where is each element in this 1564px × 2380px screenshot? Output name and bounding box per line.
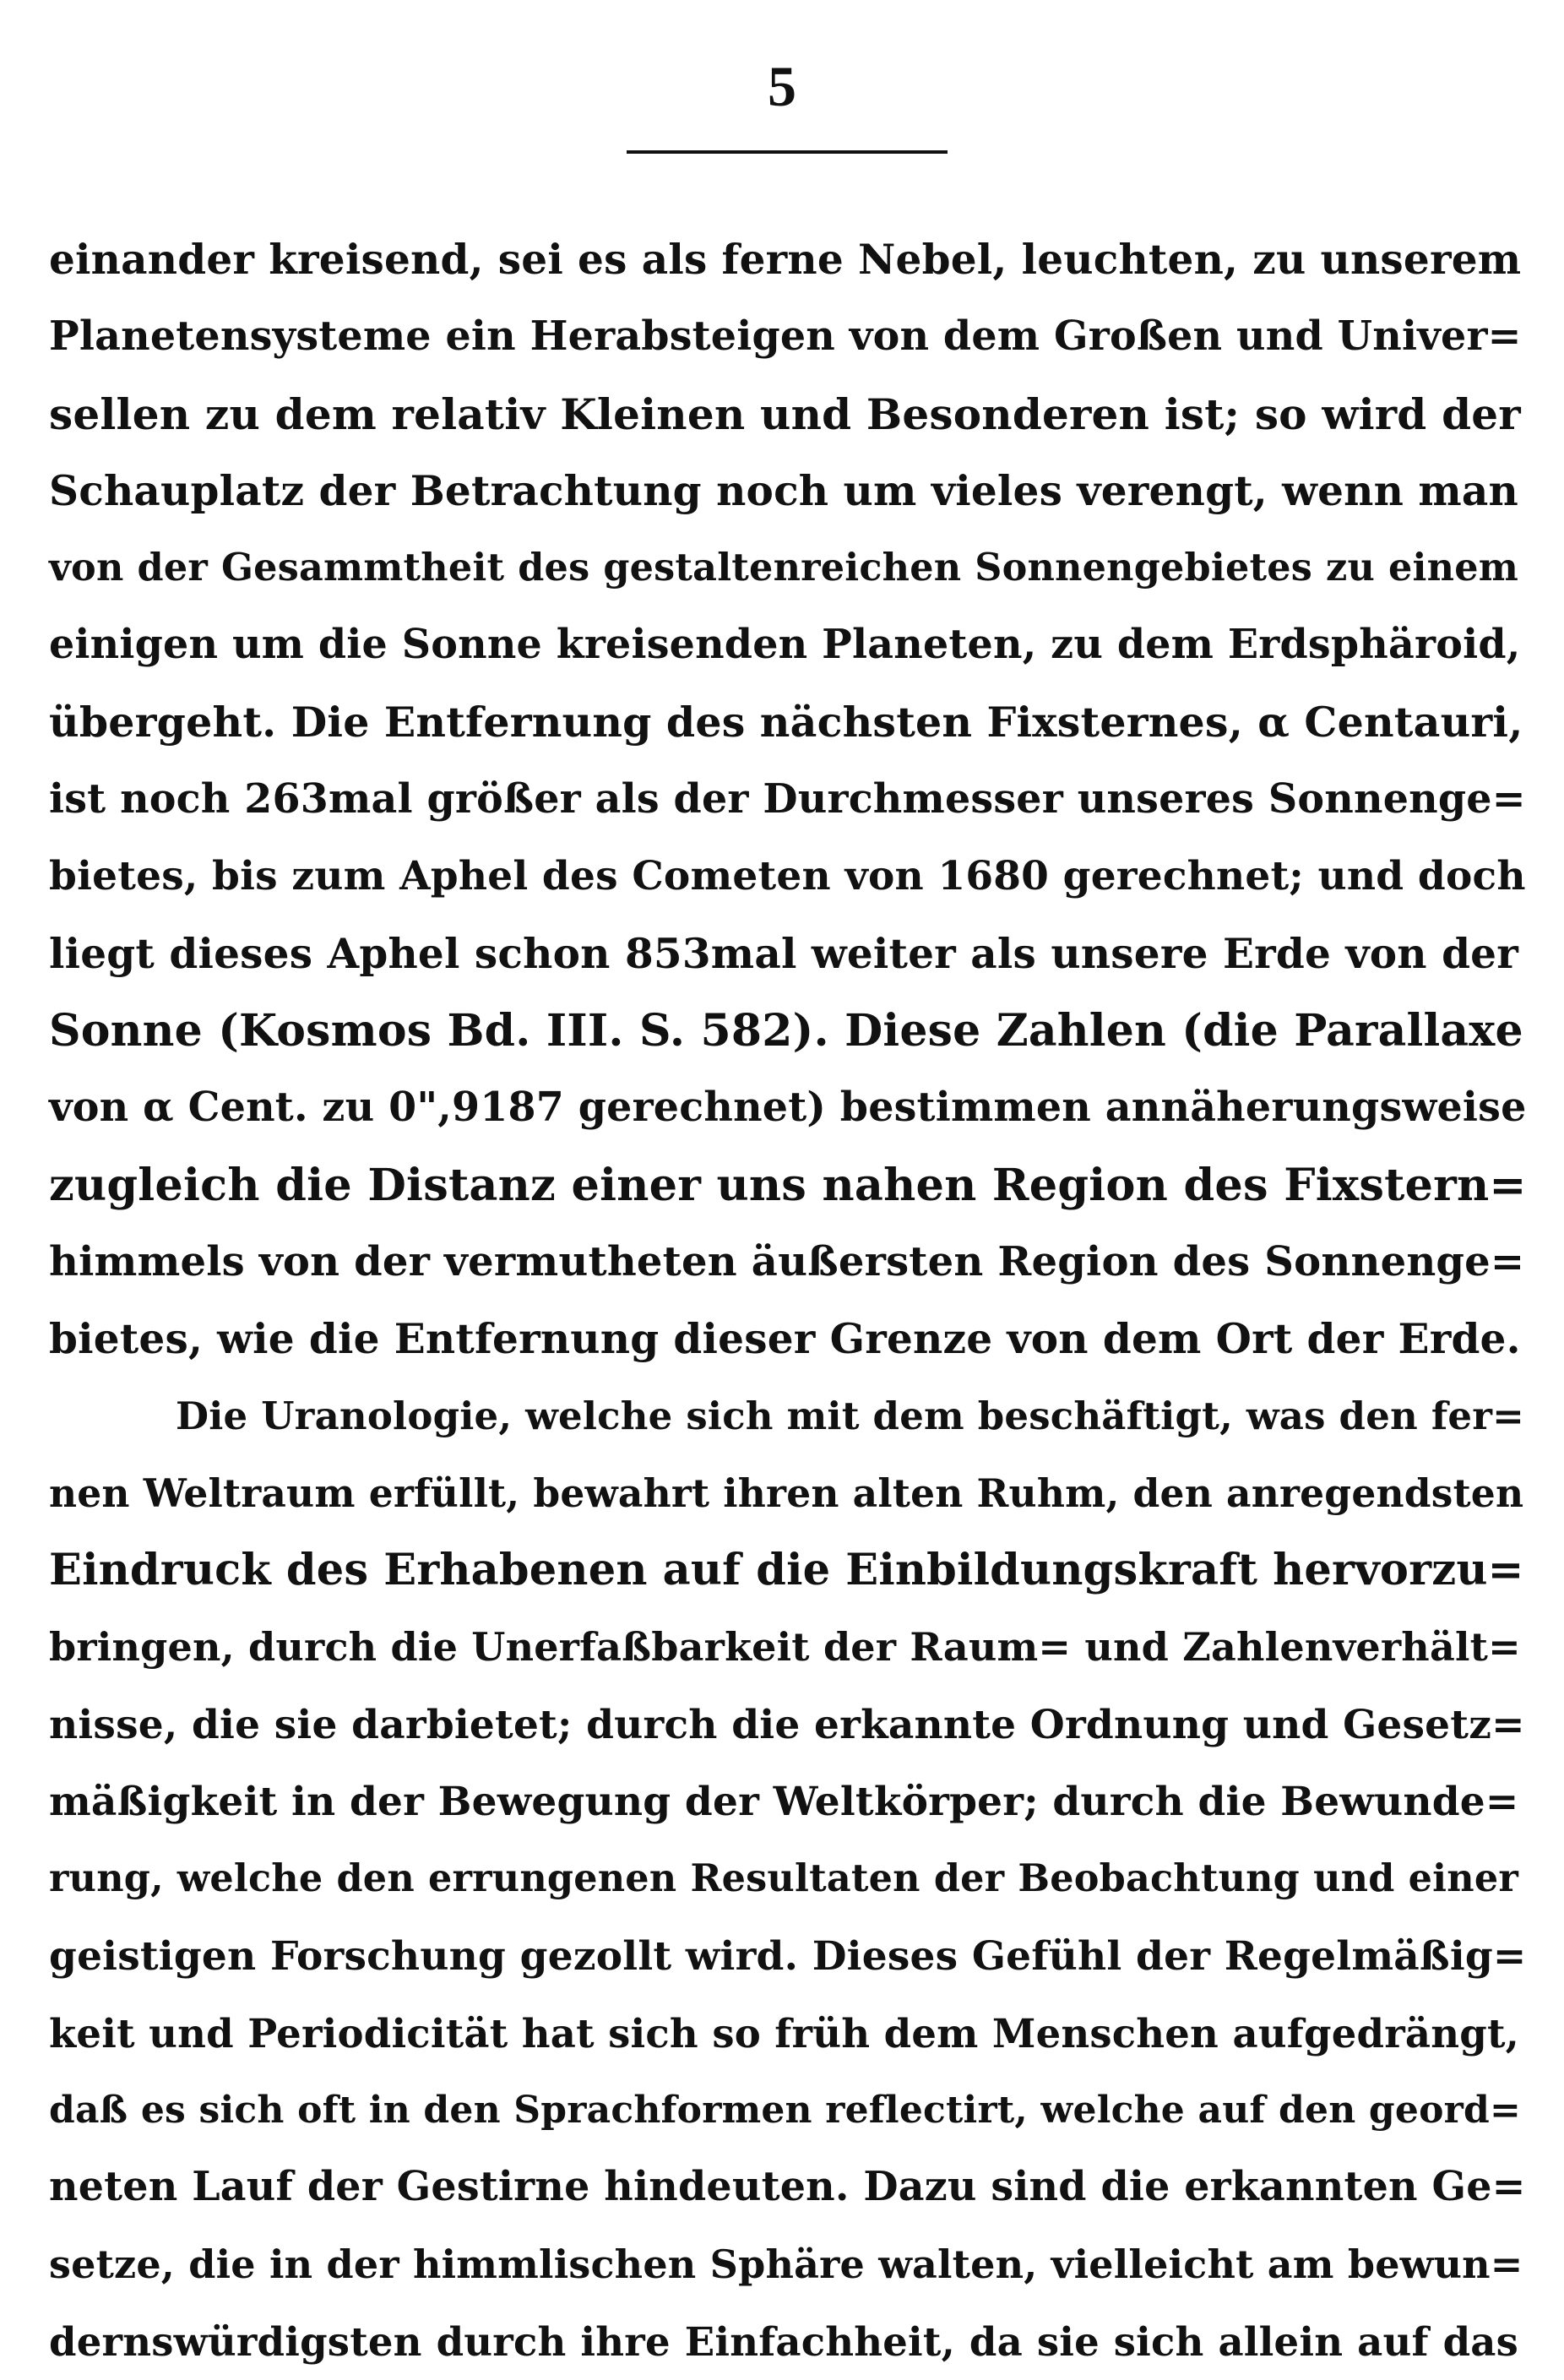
text-line: rung, welche den errungenen Resultaten der Beobachtung und einer: [49, 1856, 1518, 1901]
body-text: [49, 221, 1527, 2380]
text-line: himmels von der vermutheten äußersten Region des Sonnenge=: [49, 1237, 1525, 1285]
text-line: Sonne (Kosmos Bd. III. S. 582). Diese Zahlen (die Parallaxe: [49, 1004, 1523, 1057]
text-line: von der Gesammtheit des gestaltenreichen Sonnengebietes zu einem: [49, 546, 1518, 590]
text-line: Planetensysteme ein Herabsteigen von dem Großen und Univer=: [49, 312, 1522, 361]
text-line: nen Weltraum erfüllt, bewahrt ihren alten Ruhm, den anregendsten: [49, 1470, 1524, 1516]
text-line: geistigen Forschung gezollt wird. Dieses Gefühl der Regelmäßig=: [49, 1932, 1527, 1980]
page-number: 5: [768, 54, 796, 118]
text-line: einander kreisend, sei es als ferne Nebel, leuchten, zu unserem: [49, 236, 1522, 284]
text-line: bietes, wie die Entfernung dieser Grenze von dem Ort der Erde.: [49, 1315, 1521, 1364]
text-line: ist noch 263mal größer als der Durchmesser unseres Sonnenge=: [49, 775, 1526, 823]
text-line: Eindruck des Erhabenen auf die Einbildungskraft hervorzu=: [49, 1545, 1524, 1596]
header-rule: [627, 150, 948, 154]
text-line: bringen, durch die Unerfaßbarkeit der Raum= und Zahlenverhält=: [49, 1624, 1521, 1671]
text-line: setze, die in der himmlischen Sphäre walten, vielleicht am bewun=: [49, 2241, 1523, 2287]
text-line: einigen um die Sonne kreisenden Planeten, zu dem Erdsphäroid,: [49, 621, 1521, 669]
text-line: sellen zu dem relativ Kleinen und Besonderen ist; so wird der: [49, 389, 1521, 439]
text-line: Die Uranologie, welche sich mit dem beschäftigt, was den fer=: [176, 1394, 1525, 1439]
text-line: von α Cent. zu 0",9187 gerechnet) bestimmen annäherungsweise: [49, 1084, 1527, 1132]
text-line: dernswürdigsten durch ihre Einfachheit, da sie sich allein auf das: [49, 2318, 1518, 2366]
text-line: bietes, bis zum Aphel des Cometen von 1680 gerechnet; und doch: [49, 853, 1526, 900]
text-line: Schauplatz der Betrachtung noch um vieles verengt, wenn man: [49, 466, 1518, 515]
text-line: liegt dieses Aphel schon 853mal weiter als unsere Erde von der: [49, 929, 1518, 978]
text-line: zugleich die Distanz einer uns nahen Region des Fixstern=: [49, 1159, 1527, 1211]
text-line: neten Lauf der Gestirne hindeuten. Dazu sind die erkannten Ge=: [49, 2163, 1526, 2211]
text-line: nisse, die sie darbietet; durch die erkannte Ordnung und Gesetz=: [49, 1701, 1525, 1748]
text-line: übergeht. Die Entfernung des nächsten Fixsternes, α Centauri,: [49, 697, 1523, 747]
text-line: mäßigkeit in der Bewegung der Weltkörper; durch die Bewunde=: [49, 1778, 1519, 1825]
text-line: keit und Periodicität hat sich so früh dem Menschen aufgedrängt,: [49, 2009, 1520, 2057]
text-line: daß es sich oft in den Sprachformen reflectirt, welche auf den geord=: [49, 2089, 1522, 2133]
